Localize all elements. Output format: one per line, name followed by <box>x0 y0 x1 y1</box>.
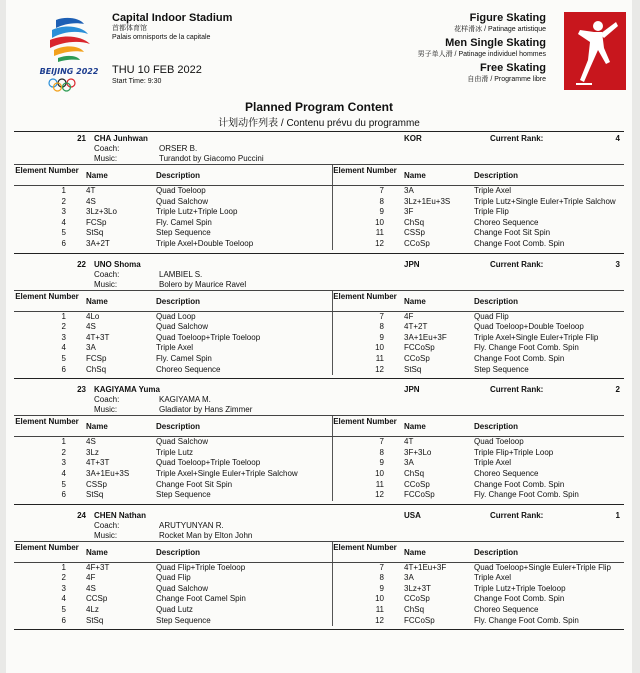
element-code: CSSp <box>86 479 107 489</box>
nation-code: KOR <box>404 134 422 143</box>
element-code: 3A <box>404 186 414 195</box>
element-row <box>14 207 624 218</box>
element-description: Quad Toeloop+Single Euler+Triple Flip <box>474 562 611 572</box>
element-description: Change Foot Comb. Spin <box>474 479 565 489</box>
coach-name: KAGIYAMA M. <box>159 395 211 405</box>
element-row <box>14 312 624 323</box>
document-page <box>6 0 632 673</box>
element-number-header: Element Number <box>333 166 397 175</box>
music-title: Turandot by Giacomo Puccini <box>159 154 264 163</box>
element-description: Step Sequence <box>474 364 529 374</box>
element-description: Change Foot Comb. Spin <box>474 594 565 604</box>
element-code: 4T+2T <box>404 322 428 332</box>
element-code: 3Lz+3Lo <box>86 207 117 217</box>
skater-name: CHEN Nathan <box>94 510 147 520</box>
element-description: Fly. Change Foot Comb. Spin <box>474 343 579 353</box>
element-row <box>14 594 624 605</box>
element-number: 10 <box>375 343 384 353</box>
element-number: 1 <box>61 437 66 447</box>
element-description: Triple Lutz+Single Euler+Triple Salchow <box>474 196 616 206</box>
element-description: Triple Axel+Double Toeloop <box>156 238 254 248</box>
element-row <box>14 186 624 197</box>
element-description: Quad Flip <box>474 311 509 321</box>
skater-header <box>14 509 624 542</box>
title-sub: 计划动作列表 / Contenu prévu du programme <box>218 118 420 129</box>
element-code: 4S <box>86 583 96 593</box>
element-description: Fly. Change Foot Comb. Spin <box>474 490 579 500</box>
element-code: ChSq <box>404 605 425 615</box>
name-header: Name <box>86 422 108 432</box>
event-info <box>418 12 546 87</box>
element-number: 2 <box>61 447 66 457</box>
skater-name: CHA Junhwan <box>94 134 148 143</box>
element-row <box>14 228 624 239</box>
element-number: 11 <box>375 605 384 615</box>
element-column-header <box>14 165 624 186</box>
element-number: 9 <box>379 458 384 468</box>
element-number: 9 <box>379 332 384 342</box>
coach-name: LAMBIEL S. <box>159 269 203 279</box>
element-number-header: Element Number <box>333 291 397 301</box>
description-header: Description <box>156 296 201 306</box>
element-code: 3Lz <box>86 447 99 457</box>
name-header: Name <box>404 296 426 306</box>
start-number: 24 <box>77 510 86 520</box>
element-code: StSq <box>86 490 104 500</box>
document-header <box>6 0 632 96</box>
element-description: Quad Flip <box>156 573 191 583</box>
beijing-2022-logo <box>34 12 104 92</box>
element-code: 4T+3T <box>86 458 110 468</box>
element-description: Triple Axel+Single Euler+Triple Flip <box>474 332 599 342</box>
element-description: Quad Toeloop+Double Toeloop <box>474 322 584 332</box>
current-rank-label: Current Rank: <box>490 259 544 269</box>
segment-subtitle: 自由滑 / Programme libre <box>467 76 546 83</box>
element-row <box>14 605 624 616</box>
element-description: Triple Axel <box>474 458 512 468</box>
skater-header <box>14 258 624 291</box>
element-code: 4T+1Eu+3F <box>404 562 447 572</box>
element-code: StSq <box>404 364 422 374</box>
element-code: 3A+1Eu+3S <box>86 468 130 478</box>
element-description: Triple Lutz <box>156 447 194 457</box>
element-row <box>14 365 624 376</box>
element-number: 4 <box>61 343 66 353</box>
description-header: Description <box>474 547 519 557</box>
event-title: Men Single Skating <box>445 37 546 49</box>
element-description: Choreo Sequence <box>474 605 539 615</box>
music-label: Music: <box>94 154 118 163</box>
element-row <box>14 197 624 208</box>
description-header: Description <box>474 296 519 306</box>
element-description: Triple Axel+Single Euler+Triple Salchow <box>156 468 298 478</box>
element-code: 4T+3T <box>86 332 110 342</box>
element-rows <box>14 563 624 627</box>
element-number: 11 <box>375 479 384 489</box>
element-number: 12 <box>375 490 384 500</box>
element-description: Fly. Change Foot Comb. Spin <box>474 615 579 625</box>
description-header: Description <box>474 171 519 180</box>
element-description: Quad Toeloop+Triple Toeloop <box>156 332 261 342</box>
description-header: Description <box>156 171 201 180</box>
element-row <box>14 490 624 501</box>
element-description: Triple Flip+Triple Loop <box>474 447 554 457</box>
element-number: 6 <box>61 364 66 374</box>
element-number: 3 <box>61 583 66 593</box>
element-description: Change Foot Comb. Spin <box>474 238 565 248</box>
coach-label: Coach: <box>94 269 120 279</box>
column-divider <box>332 542 333 562</box>
element-row <box>14 573 624 584</box>
start-number: 23 <box>77 385 86 395</box>
element-code: CSSp <box>404 228 425 238</box>
element-column-header <box>14 416 624 437</box>
figure-skating-pictogram-icon <box>564 12 626 90</box>
element-number: 3 <box>61 332 66 342</box>
element-description: Fly. Camel Spin <box>156 217 212 227</box>
element-description: Change Foot Sit Spin <box>156 479 233 489</box>
element-code: 3A+2T <box>86 238 110 248</box>
column-divider <box>332 416 333 436</box>
title-main: Planned Program Content <box>244 100 393 114</box>
element-code: 3Lz+3T <box>404 583 431 593</box>
element-code: 3A <box>404 573 414 583</box>
element-code: 4T <box>86 186 96 195</box>
element-row <box>14 616 624 627</box>
venue-name-cn: 首都体育馆 <box>112 25 147 32</box>
element-number: 12 <box>375 364 384 374</box>
current-rank-value: 1 <box>615 510 620 520</box>
element-number: 12 <box>375 238 384 248</box>
element-code: ChSq <box>86 364 107 374</box>
name-header: Name <box>404 171 426 180</box>
element-number: 11 <box>375 353 384 363</box>
coach-name: ARUTYUNYAN R. <box>159 520 224 530</box>
element-code: 4S <box>86 437 96 447</box>
element-number: 8 <box>379 573 384 583</box>
element-number: 6 <box>61 238 66 248</box>
description-header: Description <box>156 547 201 557</box>
element-code: CCoSp <box>404 594 430 604</box>
element-description: Step Sequence <box>156 228 211 238</box>
element-number: 5 <box>61 353 66 363</box>
name-header: Name <box>86 171 108 180</box>
coach-name: ORSER B. <box>159 144 198 153</box>
element-number: 5 <box>61 479 66 489</box>
element-code: 3A+1Eu+3F <box>404 332 447 342</box>
document-title <box>6 100 632 129</box>
element-description: Triple Lutz+Triple Toeloop <box>474 583 566 593</box>
name-header: Name <box>86 547 108 557</box>
element-rows <box>14 437 624 501</box>
element-description: Quad Lutz <box>156 605 193 615</box>
element-description: Fly. Camel Spin <box>156 353 212 363</box>
column-divider <box>332 291 333 311</box>
music-label: Music: <box>94 530 118 540</box>
element-number: 11 <box>375 228 384 238</box>
element-code: 3F <box>404 207 414 217</box>
skater-name: UNO Shoma <box>94 259 141 269</box>
element-number-header: Element Number <box>333 542 397 552</box>
element-description: Quad Salchow <box>156 583 209 593</box>
element-row <box>14 437 624 448</box>
element-number: 4 <box>61 217 66 227</box>
element-number-header: Element Number <box>15 542 79 552</box>
element-row <box>14 343 624 354</box>
element-number: 6 <box>61 615 66 625</box>
element-code: FCSp <box>86 217 107 227</box>
element-number: 8 <box>379 447 384 457</box>
element-row <box>14 563 624 574</box>
element-row <box>14 584 624 595</box>
current-rank-value: 4 <box>615 134 620 143</box>
element-number: 10 <box>375 217 384 227</box>
current-rank-label: Current Rank: <box>490 510 544 520</box>
element-code: CCoSp <box>404 353 430 363</box>
element-description: Change Foot Comb. Spin <box>474 353 565 363</box>
element-code: ChSq <box>404 217 425 227</box>
skater-block <box>14 383 624 505</box>
element-number: 2 <box>61 196 66 206</box>
element-column-header <box>14 542 624 563</box>
element-number: 3 <box>61 458 66 468</box>
skater-name: KAGIYAMA Yuma <box>94 385 160 395</box>
element-description: Quad Toeloop <box>474 437 524 447</box>
element-number: 2 <box>61 573 66 583</box>
element-description: Choreo Sequence <box>474 468 539 478</box>
nation-code: USA <box>404 510 421 520</box>
element-code: 4S <box>86 322 96 332</box>
element-number: 4 <box>61 594 66 604</box>
skater-list <box>6 132 632 630</box>
element-row <box>14 333 624 344</box>
element-number: 9 <box>379 583 384 593</box>
element-code: 4F+3T <box>86 562 110 572</box>
element-description: Quad Toeloop+Triple Toeloop <box>156 458 261 468</box>
element-number: 8 <box>379 196 384 206</box>
element-number: 6 <box>61 490 66 500</box>
element-description: Quad Salchow <box>156 196 209 206</box>
element-code: FCCoSp <box>404 615 435 625</box>
current-rank-value: 2 <box>615 385 620 395</box>
element-description: Step Sequence <box>156 490 211 500</box>
svg-text:BEIJING 2022: BEIJING 2022 <box>39 67 99 76</box>
element-column-header <box>14 291 624 312</box>
description-header: Description <box>156 422 201 432</box>
element-description: Quad Loop <box>156 311 196 321</box>
element-code: CCoSp <box>404 479 430 489</box>
element-row <box>14 239 624 250</box>
element-number: 5 <box>61 605 66 615</box>
description-header: Description <box>474 422 519 432</box>
element-row <box>14 218 624 229</box>
element-description: Triple Flip <box>474 207 509 217</box>
element-row <box>14 458 624 469</box>
element-number: 1 <box>61 186 66 195</box>
music-label: Music: <box>94 279 118 289</box>
element-number-header: Element Number <box>333 417 397 427</box>
element-description: Quad Flip+Triple Toeloop <box>156 562 246 572</box>
element-code: 4T <box>404 437 414 447</box>
event-date: THU 10 FEB 2022 <box>112 64 202 76</box>
element-number-header: Element Number <box>15 166 79 175</box>
venue-name-fr: Palais omnisports de la capitale <box>112 34 211 41</box>
element-code: StSq <box>86 615 104 625</box>
element-description: Choreo Sequence <box>156 364 221 374</box>
element-number: 7 <box>379 562 384 572</box>
skater-block <box>14 258 624 380</box>
element-number: 3 <box>61 207 66 217</box>
element-code: 4S <box>86 196 96 206</box>
name-header: Name <box>404 422 426 432</box>
element-code: 3A <box>86 343 96 353</box>
current-rank-value: 3 <box>615 259 620 269</box>
element-row <box>14 480 624 491</box>
music-title: Rocket Man by Elton John <box>159 530 253 540</box>
element-row <box>14 322 624 333</box>
element-number: 9 <box>379 207 384 217</box>
element-code: 3A <box>404 458 414 468</box>
name-header: Name <box>86 296 108 306</box>
skater-header <box>14 383 624 416</box>
element-description: Change Foot Sit Spin <box>474 228 551 238</box>
element-number: 1 <box>61 562 66 572</box>
element-number: 2 <box>61 322 66 332</box>
element-row <box>14 448 624 459</box>
element-description: Step Sequence <box>156 615 211 625</box>
element-code: FCCoSp <box>404 490 435 500</box>
element-row <box>14 469 624 480</box>
element-code: 4Lz <box>86 605 99 615</box>
sport-title: Figure Skating <box>469 12 546 24</box>
element-code: CCSp <box>86 594 108 604</box>
skater-block <box>14 132 624 254</box>
element-code: 3F+3Lo <box>404 447 432 457</box>
sport-subtitle: 花样滑冰 / Patinage artistique <box>454 26 546 33</box>
start-number: 22 <box>77 259 86 269</box>
music-title: Bolero by Maurice Ravel <box>159 279 247 289</box>
element-row <box>14 354 624 365</box>
venue-name: Capital Indoor Stadium <box>112 12 233 24</box>
nation-code: JPN <box>404 259 420 269</box>
element-rows <box>14 186 624 250</box>
element-code: 3Lz+1Eu+3S <box>404 196 451 206</box>
element-number: 10 <box>375 468 384 478</box>
name-header: Name <box>404 547 426 557</box>
element-code: 4F <box>86 573 96 583</box>
element-description: Quad Toeloop <box>156 186 206 195</box>
skater-block <box>14 509 624 631</box>
venue-info <box>112 12 232 42</box>
segment-title: Free Skating <box>479 62 546 74</box>
element-code: StSq <box>86 228 104 238</box>
element-description: Triple Axel <box>474 186 512 195</box>
current-rank-label: Current Rank: <box>490 134 544 143</box>
event-subtitle: 男子单人滑 / Patinage individuel hommes <box>417 51 546 58</box>
element-description: Triple Axel <box>474 573 512 583</box>
element-number-header: Element Number <box>15 291 79 301</box>
element-code: FCSp <box>86 353 107 363</box>
element-number: 7 <box>379 437 384 447</box>
element-description: Quad Salchow <box>156 437 209 447</box>
element-number: 10 <box>375 594 384 604</box>
element-rows <box>14 312 624 376</box>
element-code: CCoSp <box>404 238 430 248</box>
coach-label: Coach: <box>94 520 120 530</box>
element-description: Triple Axel <box>156 343 194 353</box>
start-time: Start Time: 9:30 <box>112 78 162 85</box>
element-code: ChSq <box>404 468 425 478</box>
element-code: FCCoSp <box>404 343 435 353</box>
element-description: Choreo Sequence <box>474 217 539 227</box>
current-rank-label: Current Rank: <box>490 385 544 395</box>
element-description: Change Foot Camel Spin <box>156 594 246 604</box>
element-number: 7 <box>379 186 384 195</box>
element-description: Quad Salchow <box>156 322 209 332</box>
element-code: 4Lo <box>86 311 100 321</box>
music-title: Gladiator by Hans Zimmer <box>159 405 253 415</box>
element-number: 5 <box>61 228 66 238</box>
element-number: 4 <box>61 468 66 478</box>
element-number: 12 <box>375 615 384 625</box>
start-number: 21 <box>77 134 86 143</box>
column-divider <box>332 165 333 185</box>
music-label: Music: <box>94 405 118 415</box>
element-number-header: Element Number <box>15 417 79 427</box>
element-code: 4F <box>404 311 414 321</box>
element-description: Triple Lutz+Triple Loop <box>156 207 238 217</box>
element-number: 1 <box>61 311 66 321</box>
skater-header <box>14 132 624 165</box>
coach-label: Coach: <box>94 144 120 153</box>
nation-code: JPN <box>404 385 420 395</box>
coach-label: Coach: <box>94 395 120 405</box>
element-number: 8 <box>379 322 384 332</box>
element-number: 7 <box>379 311 384 321</box>
